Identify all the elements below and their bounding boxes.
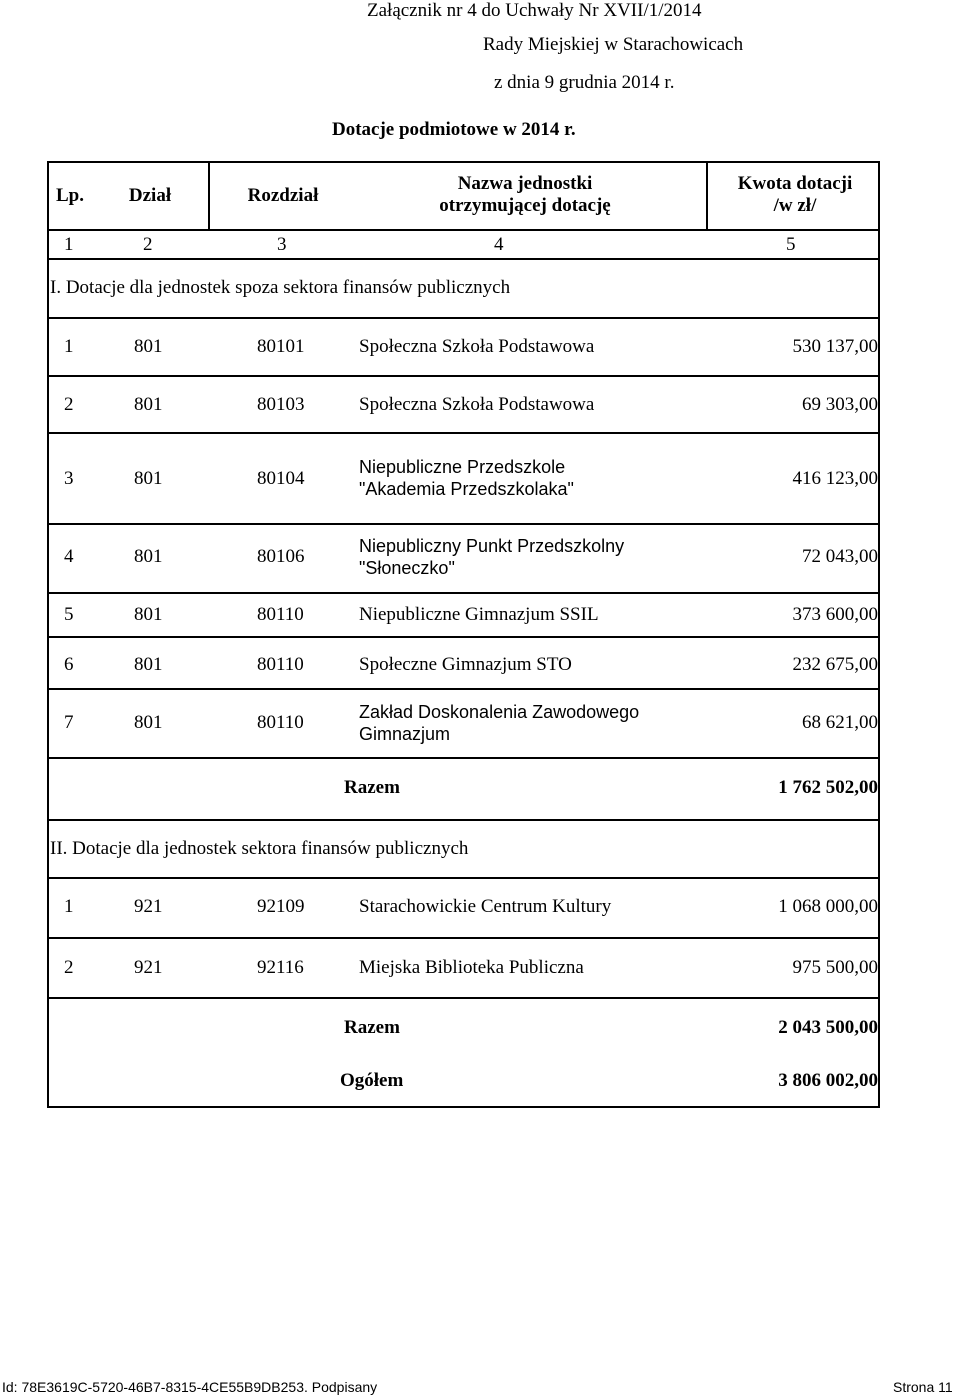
row-lp: 1 [64,336,74,357]
row-amount: 975 500,00 [792,957,878,978]
table-divider [47,523,880,525]
row-rozdzial: 80103 [257,394,305,415]
row-lp: 1 [64,896,74,917]
row-name [359,456,574,500]
row-name: Społeczna Szkoła Podstawowa [359,336,595,357]
council-name: Rady Miejskiej w Starachowicach [483,34,744,55]
row-name: Niepubliczne Gimnazjum SSIL [359,604,599,625]
col-number: 5 [786,234,796,255]
row-name-line1: Zakład Doskonalenia Zawodowego [359,702,640,722]
row-amount: 373 600,00 [792,604,878,625]
table-divider [47,592,880,594]
row-lp: 4 [64,546,74,567]
header-dzial: Dział [128,185,172,206]
row-rozdzial: 92116 [257,957,304,978]
row-amount: 68 621,00 [802,712,878,733]
row-amount: 530 137,00 [792,336,878,357]
row-lp: 2 [64,394,74,415]
table-divider [47,432,880,434]
row-dzial: 801 [134,604,163,625]
section-total-value: 1 762 502,00 [778,777,878,798]
row-dzial: 801 [134,468,163,489]
table-divider [47,688,880,690]
page-title: Dotacje podmiotowe w 2014 r. [332,119,576,140]
row-lp: 7 [64,712,74,733]
table-divider [47,997,880,999]
section-total-value: 2 043 500,00 [778,1017,878,1038]
attachment-title: Załącznik nr 4 do Uchwały Nr XVII/1/2014 [367,0,702,21]
row-name [359,701,639,745]
row-rozdzial: 80106 [257,546,305,567]
row-name: Społeczna Szkoła Podstawowa [359,394,595,415]
grand-total-value: 3 806 002,00 [778,1070,878,1091]
resolution-date: z dnia 9 grudnia 2014 r. [494,72,675,93]
row-amount: 69 303,00 [802,394,878,415]
row-amount: 72 043,00 [802,546,878,567]
row-rozdzial: 80110 [257,604,304,625]
row-name-line2: Gimnazjum [359,724,451,744]
row-lp: 2 [64,957,74,978]
row-rozdzial: 80110 [257,654,304,675]
row-dzial: 801 [134,712,163,733]
section-title: II. Dotacje dla jednostek sektora finansów publicznych [50,838,469,859]
row-dzial: 801 [134,394,163,415]
row-rozdzial: 92109 [257,896,305,917]
table-divider [47,258,880,260]
col-number: 1 [64,234,74,255]
row-dzial: 801 [134,336,163,357]
col-number: 4 [494,234,504,255]
table-divider [47,877,880,879]
header-nazwa [400,173,650,217]
row-name-line1: Niepubliczny Punkt Przedszkolny [359,536,625,556]
row-lp: 3 [64,468,74,489]
table-divider [47,229,880,231]
row-dzial: 921 [134,896,163,917]
table-divider [47,636,880,638]
row-name-line2: "Akademia Przedszkolaka" [359,479,574,499]
header-lp: Lp. [56,185,84,206]
row-dzial: 921 [134,957,163,978]
row-rozdzial: 80110 [257,712,304,733]
row-name-line1: Niepubliczne Przedszkole [359,457,566,477]
row-name: Miejska Biblioteka Publiczna [359,957,584,978]
row-amount: 416 123,00 [792,468,878,489]
header-nazwa-line2: otrzymującej dotację [439,195,611,216]
row-name: Starachowickie Centrum Kultury [359,896,612,917]
col-number: 2 [143,234,153,255]
table-divider [47,317,880,319]
row-lp: 6 [64,654,74,675]
grand-total-label: Ogółem [340,1070,404,1091]
row-dzial: 801 [134,546,163,567]
row-amount: 232 675,00 [792,654,878,675]
table-divider [47,937,880,939]
row-rozdzial: 80101 [257,336,305,357]
header-rozdzial: Rozdział [247,185,319,206]
col-number: 3 [277,234,287,255]
section-title: I. Dotacje dla jednostek spoza sektora finansów publicznych [50,277,511,298]
page-number: Strona 11 [893,1379,953,1395]
row-lp: 5 [64,604,74,625]
section-total-label: Razem [344,777,400,798]
row-name-line2: "Słoneczko" [359,558,455,578]
header-nazwa-line1: Nazwa jednostki [457,173,593,194]
column-divider [706,161,708,229]
row-name: Społeczne Gimnazjum STO [359,654,572,675]
table-divider [47,819,880,821]
table-divider [47,375,880,377]
section-total-label: Razem [344,1017,400,1038]
row-name [359,535,624,579]
row-dzial: 801 [134,654,163,675]
header-kwota-line2: /w zł/ [773,195,817,216]
column-divider [208,161,210,229]
table-divider [47,757,880,759]
row-rozdzial: 80104 [257,468,305,489]
header-kwota-line1: Kwota dotacji [737,173,853,194]
header-kwota [710,173,880,217]
row-amount: 1 068 000,00 [778,896,878,917]
document-id: Id: 78E3619C-5720-46B7-8315-4CE55B9DB253. Podpisany [2,1379,378,1395]
